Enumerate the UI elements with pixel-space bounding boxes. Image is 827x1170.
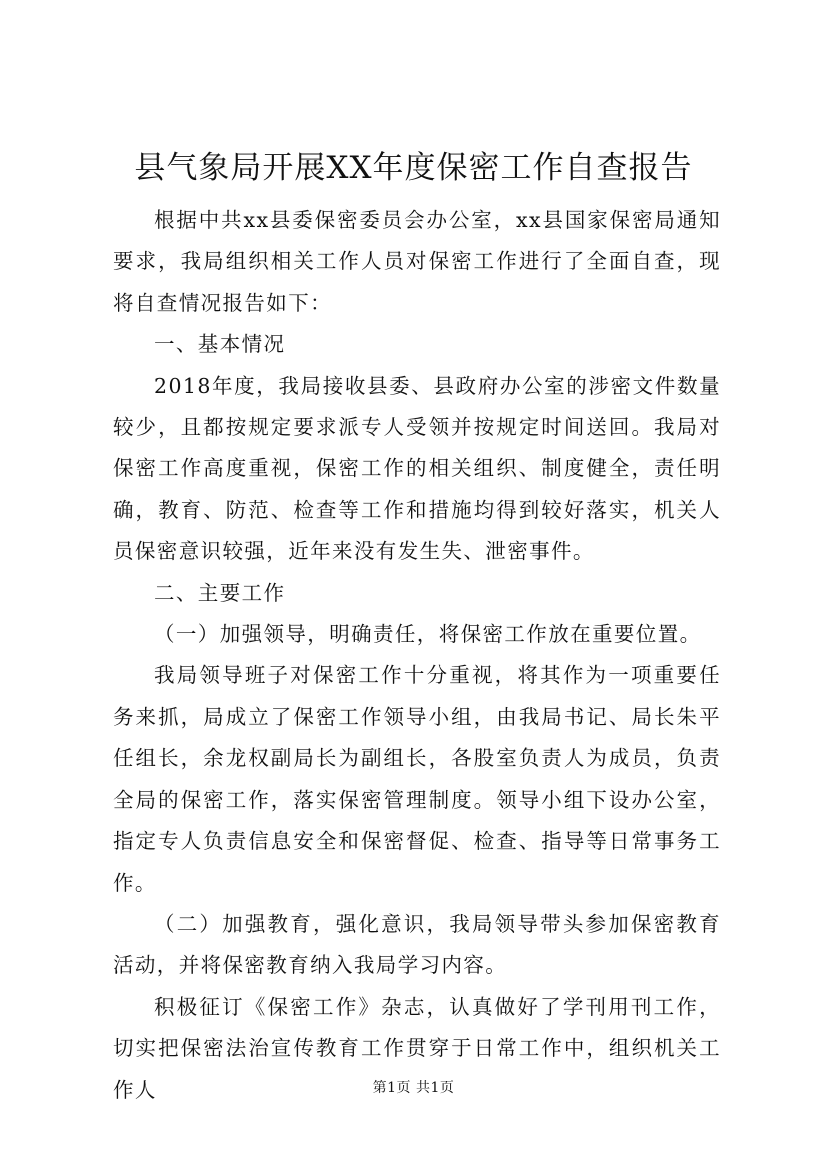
page-footer: 第1页 共1页 xyxy=(372,1080,455,1096)
section-heading-main-work: 二、主要工作 xyxy=(154,580,286,605)
subsection-heading-leadership: （一）加强领导，明确责任，将保密工作放在重要位置。 xyxy=(154,622,702,647)
paragraph-basic-situation: 2018年度，我局接收县委、县政府办公室的涉密文件数量较少，且都按规定要求派专人受领并按规定时间送回。我局对保密工作高度重视，保密工作的相关组织、制度健全，责任明确，教育、防范、检查等工作和措施均得到较好落实，机关人员保密意识较强，近年来没有发生失、泄密事件。 xyxy=(113,373,721,564)
paragraph-leadership: 我局领导班子对保密工作十分重视，将其作为一项重要任务来抓，局成立了保密工作领导小组，由我局书记、局长朱平任组长，余龙权副局长为副组长，各股室负责人为成员，负责全局的保密工作，落实保密管理制度。领导小组下设办公室，指定专人负责信息安全和保密督促、检查、指导等日常事务工作。 xyxy=(113,663,721,895)
subsection-heading-education: （二）加强教育，强化意识，我局领导带头参加保密教育活动，并将保密教育纳入我局学习内容。 xyxy=(113,911,721,978)
paragraph-magazine: 积极征订《保密工作》杂志，认真做好了学刊用刊工作，切实把保密法治宣传教育工作贯穿于日常工作中，组织机关工作人 xyxy=(113,994,721,1102)
section-heading-basic: 一、基本情况 xyxy=(154,332,286,357)
document-body xyxy=(113,200,721,1111)
document-title: 县气象局开展XX年度保密工作自查报告 xyxy=(134,150,693,186)
paragraph-intro: 根据中共xx县委保密委员会办公室，xx县国家保密局通知要求，我局组织相关工作人员对保密工作进行了全面自查，现将自查情况报告如下： xyxy=(113,208,721,315)
